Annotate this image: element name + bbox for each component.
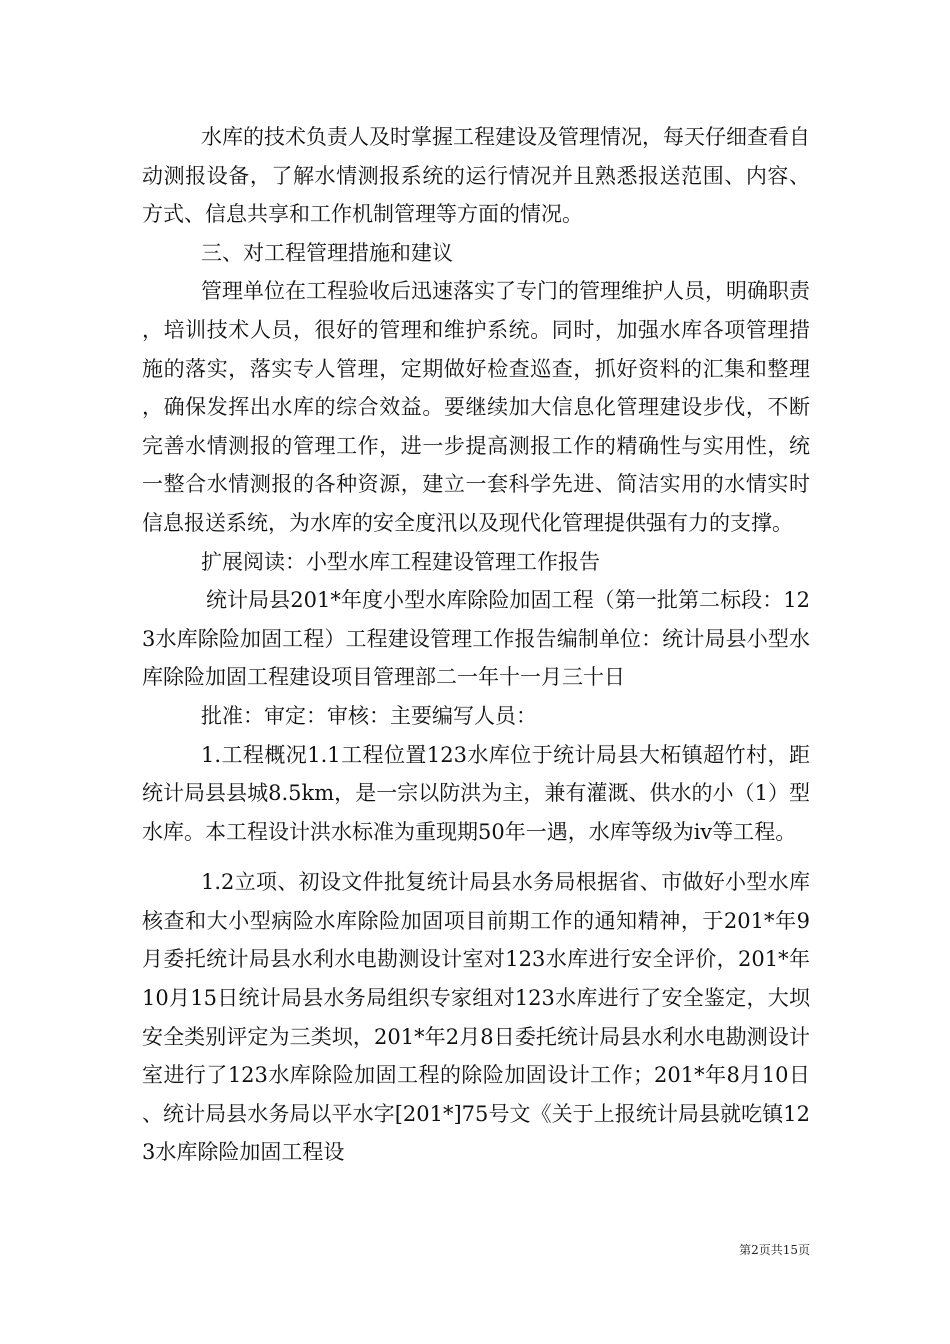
page-number-footer: 第2页共15页	[739, 1243, 810, 1257]
document-body	[142, 118, 810, 1172]
extended-reading-heading: 扩展阅读：小型水库工程建设管理工作报告	[201, 549, 600, 574]
paragraph-approval-line: 批准：审定：审核：主要编写人员：	[201, 703, 537, 728]
paragraph-technical-lead: 水库的技术负责人及时掌握工程建设及管理情况，每天仔细查看自动测报设备，了解水情测报系统的运行情况并且熟悉报送范围、内容、方式、信息共享和工作机制管理等方面的情况。	[142, 125, 810, 227]
paragraph-project-overview: 1.工程概况1.1工程位置123水库位于统计局县大柘镇超竹村，距统计局县县城8.5km，是一宗以防洪为主，兼有灌溉、供水的小（1）型水库。本工程设计洪水标准为重现期50年一遇，水库等级为iv等工程。	[142, 742, 810, 844]
paragraph-report-title: 统计局县201*年度小型水库除险加固工程（第一批第二标段：123水库除险加固工程）工程建设管理工作报告编制单位：统计局县小型水库除险加固工程建设项目管理部二一年十一月三十日	[142, 588, 810, 690]
paragraph-management-unit: 管理单位在工程验收后迅速落实了专门的管理维护人员，明确职责，培训技术人员，很好的管理和维护系统。同时，加强水库各项管理措施的落实，落实专人管理，定期做好检查巡查，抓好资料的汇集和整理，确保发挥出水库的综合效益。要继续加大信息化管理建设步伐，不断完善水情测报的管理工作，进一步提高测报工作的精确性与实用性，统一整合水情测报的各种资源，建立一套科学先进、简洁实用的水情实时信息报送系统，为水库的安全度汛以及现代化管理提供强有力的支撑。	[142, 279, 810, 535]
section-heading-management-measures: 三、对工程管理措施和建议	[201, 240, 453, 265]
paragraph-project-approval: 1.2立项、初设文件批复统计局县水务局根据省、市做好小型水库核查和大小型病险水库除险加固项目前期工作的通知精神，于201*年9月委托统计局县水利水电勘测设计室对123水库进行安全评价，201*年10月15日统计局县水务局组织专家组对123水库进行了安全鉴定，大坝安全类别评定为三类坝，201*年2月8日委托统计局县水利水电勘测设计室进行了123水库除险加固工程的除险加固设计工作；201*年8月10日、统计局县水务局以平水字[201*]75号文《关于上报统计局县就吃镇123水库除险加固工程设	[142, 870, 810, 1165]
